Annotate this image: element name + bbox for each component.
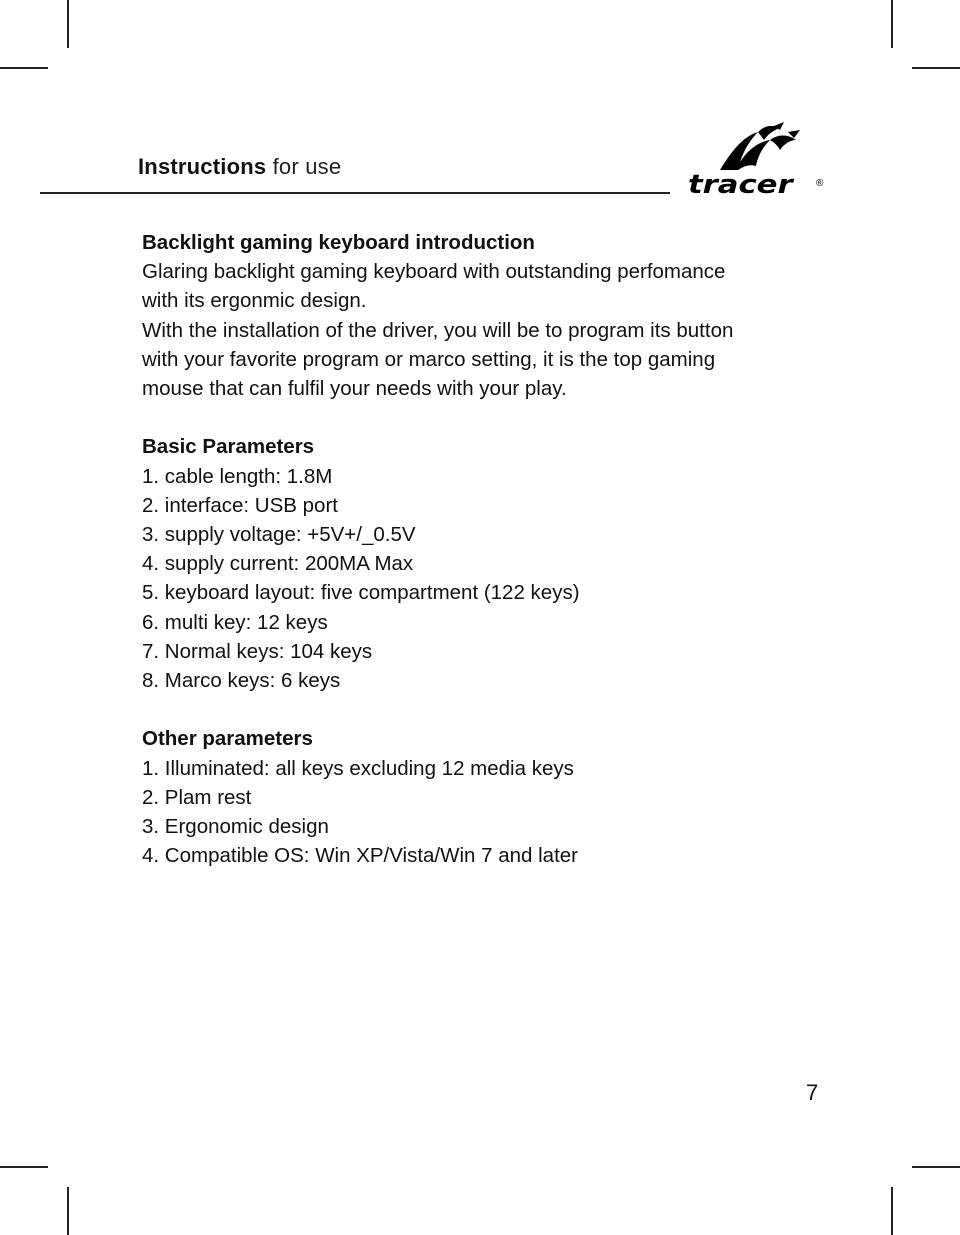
basic-parameter-item: 4. supply current: 200MA Max <box>142 552 414 576</box>
page-title <box>138 154 341 180</box>
section-gap <box>142 403 842 432</box>
intro-line: With the installation of the driver, you will be to program its button <box>142 318 734 342</box>
registered-mark: ® <box>816 178 824 189</box>
other-parameter-item: 2. Plam rest <box>142 785 252 809</box>
other-parameter-item: 1. Illuminated: all keys excluding 12 media keys <box>142 756 574 780</box>
crop-mark-top-right-vertical <box>891 0 893 48</box>
section-gap <box>142 695 842 724</box>
crop-mark-bottom-right-horizontal <box>912 1166 960 1168</box>
basic-parameter-item: 5. keyboard layout: five compartment (122 keys) <box>142 581 580 605</box>
crop-mark-top-left-horizontal <box>0 67 48 69</box>
basic-parameter-item: 8. Marco keys: 6 keys <box>142 669 341 693</box>
other-parameters-heading: Other parameters <box>142 727 313 751</box>
crop-mark-bottom-right-vertical <box>891 1187 893 1235</box>
intro-line: Glaring backlight gaming keyboard with outstanding perfomance <box>142 260 726 284</box>
basic-parameters-heading: Basic Parameters <box>142 435 315 459</box>
page-number: 7 <box>806 1080 819 1105</box>
other-parameter-item: 3. Ergonomic design <box>142 815 329 839</box>
basic-parameter-item: 7. Normal keys: 104 keys <box>142 639 373 663</box>
other-parameter-item: 4. Compatible OS: Win XP/Vista/Win 7 and later <box>142 844 579 868</box>
tracer-logo <box>686 122 826 204</box>
crop-mark-bottom-left-vertical <box>67 1187 69 1235</box>
document-body <box>142 228 842 870</box>
intro-line: with its ergonmic design. <box>142 289 367 313</box>
basic-parameter-item: 1. cable length: 1.8M <box>142 464 333 488</box>
intro-heading: Backlight gaming keyboard introduction <box>142 231 535 254</box>
crop-mark-bottom-left-horizontal <box>0 1166 48 1168</box>
basic-parameter-item: 2. interface: USB port <box>142 493 338 517</box>
page-title-light: for use <box>266 154 342 179</box>
crop-mark-top-right-horizontal <box>912 67 960 69</box>
basic-parameter-item: 6. multi key: 12 keys <box>142 610 328 634</box>
crop-mark-top-left-vertical <box>67 0 69 48</box>
tracer-emblem-icon <box>714 122 804 174</box>
page-title-bold: Instructions <box>138 154 267 179</box>
basic-parameter-item: 3. supply voltage: +5V+/_0.5V <box>142 523 416 547</box>
logo-wordmark: tracer <box>688 170 793 200</box>
intro-line: with your favorite program or marco setting, it is the top gaming <box>142 347 716 371</box>
header-divider <box>40 192 670 194</box>
intro-line: mouse that can fulfil your needs with your play. <box>142 377 567 401</box>
